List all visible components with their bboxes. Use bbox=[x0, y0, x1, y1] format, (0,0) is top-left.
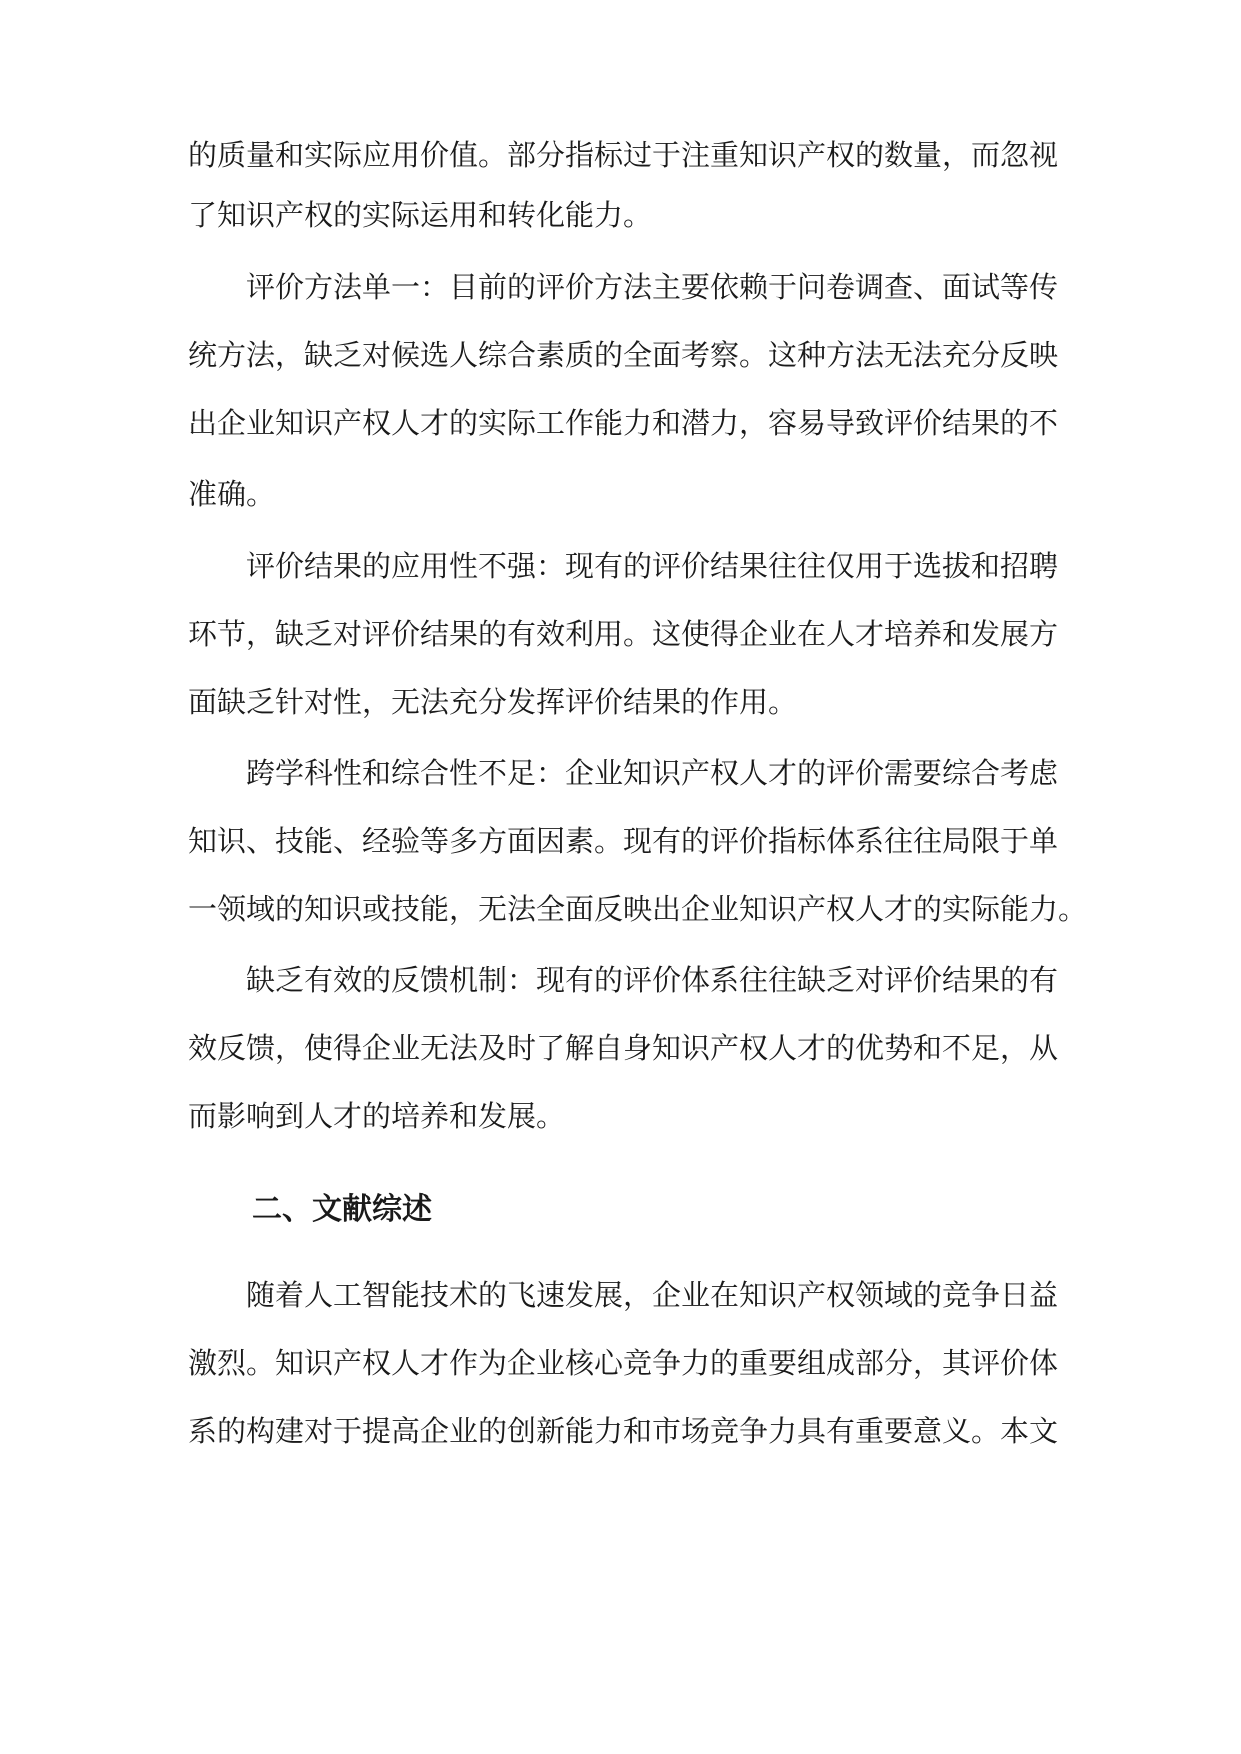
paragraph-5-line-2: 效反馈，使得企业无法及时了解自身知识产权人才的优势和不足，从 bbox=[188, 1031, 1059, 1065]
paragraph-2-line-1: 评价方法单一：目前的评价方法主要依赖于问卷调查、面试等传 bbox=[246, 270, 1059, 304]
paragraph-4-line-3: 一领域的知识或技能，无法全面反映出企业知识产权人才的实际能力。 bbox=[188, 892, 1088, 926]
section-heading: 二、文献综述 bbox=[252, 1192, 432, 1227]
paragraph-3-line-1: 评价结果的应用性不强：现有的评价结果往往仅用于选拔和招聘 bbox=[246, 549, 1059, 583]
paragraph-3-line-3: 面缺乏针对性，无法充分发挥评价结果的作用。 bbox=[188, 685, 798, 719]
paragraph-4-line-2: 知识、技能、经验等多方面因素。现有的评价指标体系往往局限于单 bbox=[188, 824, 1059, 858]
paragraph-1-line-1: 的质量和实际应用价值。部分指标过于注重知识产权的数量，而忽视 bbox=[188, 138, 1059, 172]
paragraph-5-line-3: 而影响到人才的培养和发展。 bbox=[188, 1099, 566, 1133]
paragraph-2-line-4: 准确。 bbox=[188, 477, 276, 511]
paragraph-1-line-2: 了知识产权的实际运用和转化能力。 bbox=[188, 198, 653, 232]
paragraph-2-line-3: 出企业知识产权人才的实际工作能力和潜力，容易导致评价结果的不 bbox=[188, 406, 1059, 440]
section-paragraph-line-2: 激烈。知识产权人才作为企业核心竞争力的重要组成部分，其评价体 bbox=[188, 1346, 1059, 1380]
section-paragraph-line-3: 系的构建对于提高企业的创新能力和市场竞争力具有重要意义。本文 bbox=[188, 1414, 1059, 1448]
paragraph-2-line-2: 统方法，缺乏对候选人综合素质的全面考察。这种方法无法充分反映 bbox=[188, 338, 1059, 372]
paragraph-3-line-2: 环节，缺乏对评价结果的有效利用。这使得企业在人才培养和发展方 bbox=[188, 617, 1059, 651]
paragraph-4-line-1: 跨学科性和综合性不足：企业知识产权人才的评价需要综合考虑 bbox=[246, 756, 1059, 790]
paragraph-5-line-1: 缺乏有效的反馈机制：现有的评价体系往往缺乏对评价结果的有 bbox=[246, 963, 1059, 997]
section-paragraph-line-1: 随着人工智能技术的飞速发展，企业在知识产权领域的竞争日益 bbox=[246, 1278, 1059, 1312]
